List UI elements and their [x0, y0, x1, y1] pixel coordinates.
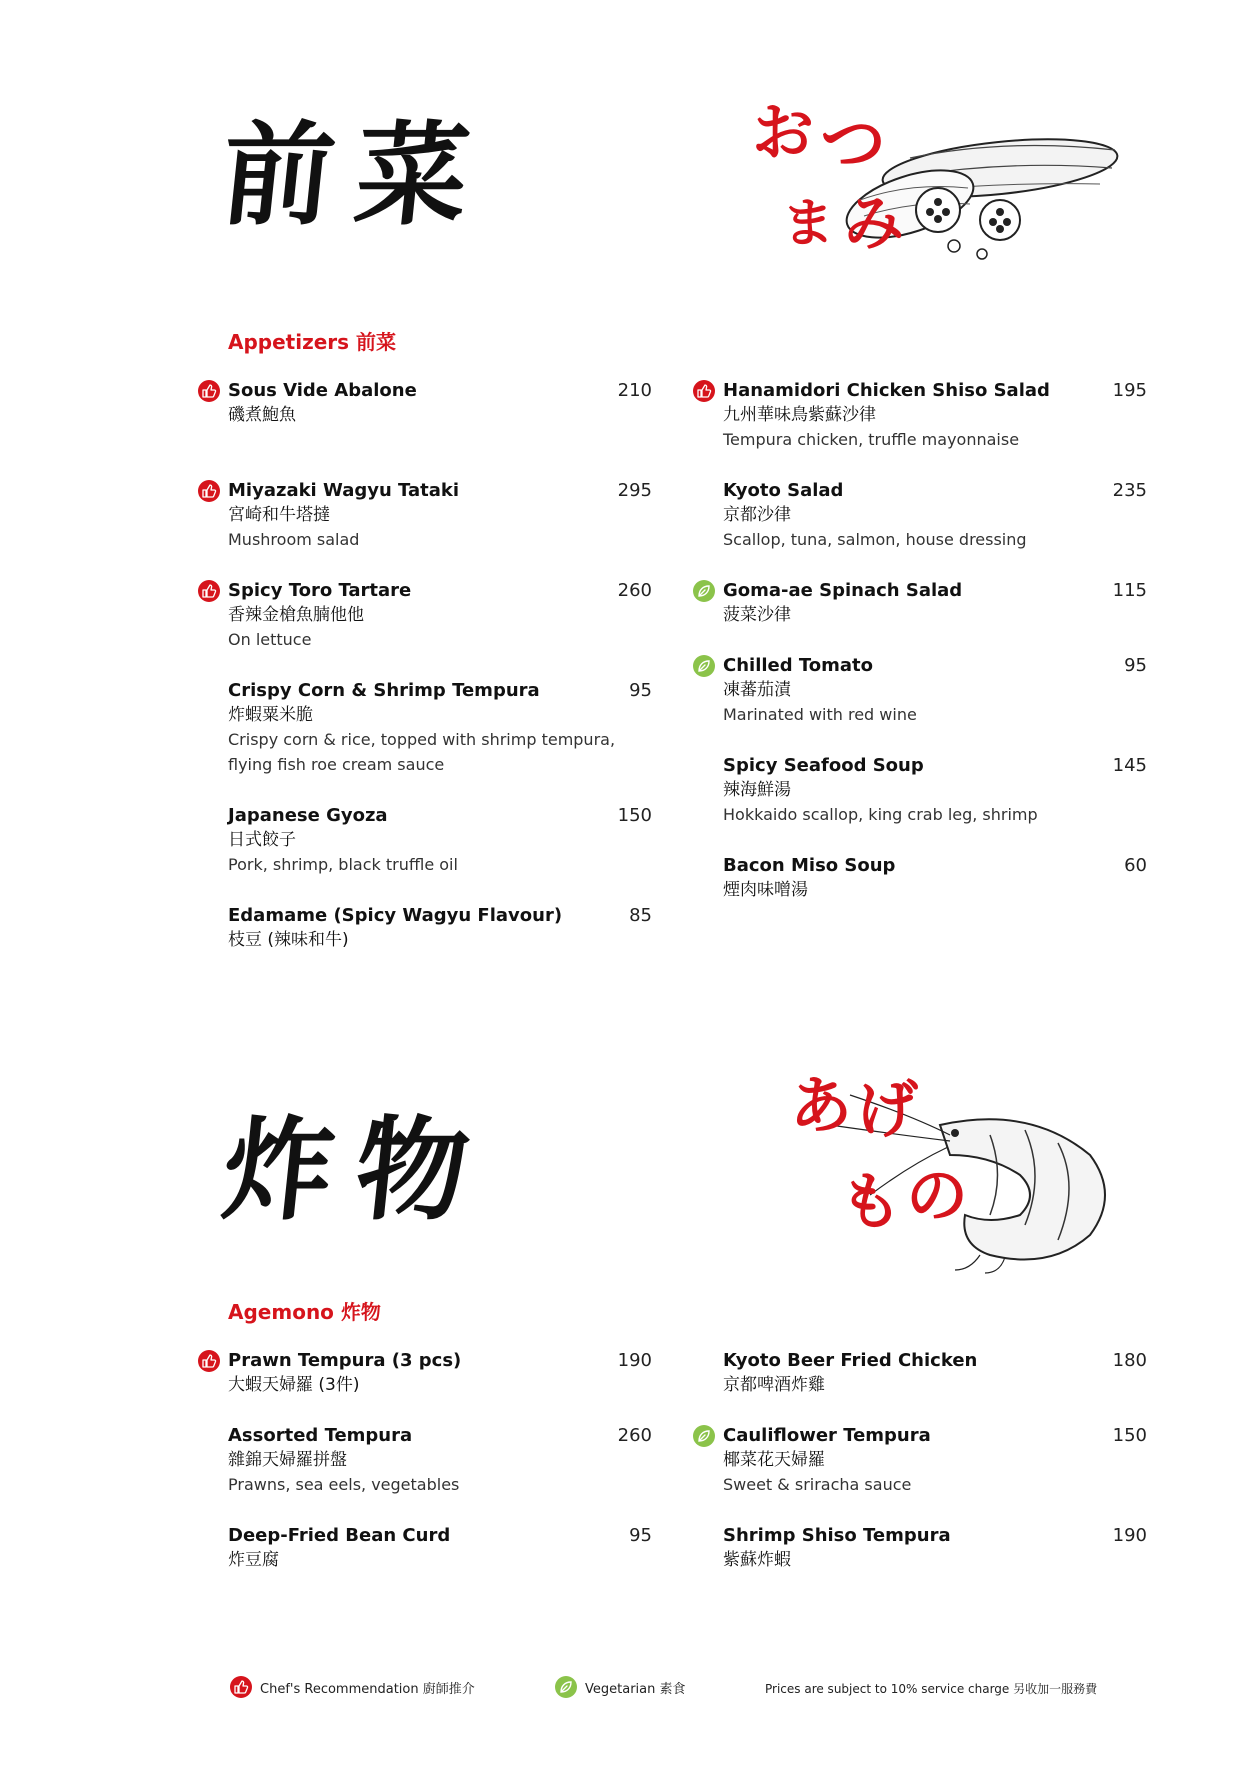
item-description: Marinated with red wine [723, 705, 917, 724]
item-name-chinese: 大蝦天婦羅 (3件) [228, 1375, 360, 1395]
vegetarian-leaf-icon [693, 1425, 715, 1447]
item-name-chinese: 京都啤酒炸雞 [723, 1375, 825, 1395]
deco-char-1: お [752, 96, 815, 169]
deco-char-1: あ [790, 1069, 853, 1142]
item-price: 95 [1124, 655, 1147, 676]
menu-item [228, 904, 652, 952]
menu-item [723, 654, 1147, 727]
item-name: Deep-Fried Bean Curd [228, 1525, 451, 1546]
item-price: 95 [629, 1525, 652, 1546]
menu-item [228, 579, 652, 652]
item-price: 145 [1112, 755, 1147, 776]
item-name-chinese: 宮崎和牛塔撻 [228, 505, 330, 525]
item-price: 210 [617, 380, 652, 401]
menu-item [723, 579, 1147, 627]
menu-item [228, 1424, 652, 1497]
item-description: On lettuce [228, 630, 312, 649]
item-name: Crispy Corn & Shrimp Tempura [228, 680, 540, 701]
item-name: Chilled Tomato [723, 655, 874, 676]
vegetarian-leaf-icon [693, 580, 715, 602]
item-name-chinese: 椰菜花天婦羅 [723, 1450, 825, 1470]
item-description: Sweet & sriracha sauce [723, 1475, 912, 1494]
vegetarian-leaf-icon [555, 1676, 577, 1698]
menu-item [228, 1524, 652, 1572]
item-name-chinese: 煙肉味噌湯 [723, 880, 808, 900]
vegetarian-leaf-icon [693, 655, 715, 677]
menu-item [228, 1349, 652, 1397]
item-name: Prawn Tempura (3 pcs) [228, 1350, 462, 1371]
item-name: Sous Vide Abalone [228, 380, 417, 401]
menu-item [723, 754, 1147, 827]
item-name: Kyoto Beer Fried Chicken [723, 1350, 978, 1371]
item-name-chinese: 炸豆腐 [228, 1550, 279, 1570]
item-price: 180 [1112, 1350, 1147, 1371]
item-name-chinese: 炸蝦粟米脆 [228, 705, 313, 725]
item-price: 190 [1112, 1525, 1147, 1546]
item-price: 190 [617, 1350, 652, 1371]
item-price: 95 [629, 680, 652, 701]
chef-recommendation-icon [198, 580, 220, 602]
item-name: Goma-ae Spinach Salad [723, 580, 963, 601]
item-price: 150 [617, 805, 652, 826]
item-name-chinese: 枝豆 (辣味和牛) [228, 930, 349, 950]
menu-item [228, 679, 652, 777]
deco-char-4: の [906, 1159, 969, 1232]
deco-char-3: ま [782, 193, 835, 254]
item-price: 295 [617, 480, 652, 501]
item-name: Japanese Gyoza [228, 805, 388, 826]
item-name: Assorted Tempura [228, 1425, 413, 1446]
item-name: Miyazaki Wagyu Tataki [228, 480, 460, 501]
item-name-chinese: 九州華味鳥紫蘇沙律 [723, 405, 876, 425]
chef-recommendation-icon [198, 380, 220, 402]
item-name: Shrimp Shiso Tempura [723, 1525, 951, 1546]
deco-char-4: み [844, 189, 904, 259]
item-name-chinese: 菠菜沙律 [723, 605, 791, 625]
item-description: Scallop, tuna, salmon, house dressing [723, 530, 1027, 549]
item-description: flying fish roe cream sauce [228, 755, 445, 774]
item-name-chinese: 香辣金槍魚腩他他 [228, 605, 364, 625]
appetizers-heading-cjk: 前菜 [215, 110, 497, 241]
item-price: 85 [629, 905, 652, 926]
item-description: Prawns, sea eels, vegetables [228, 1475, 460, 1494]
menu-item [723, 1524, 1147, 1572]
item-price: 260 [617, 580, 652, 601]
appetizers-title: Appetizers 前菜 [228, 330, 397, 354]
menu-item [228, 804, 652, 877]
deco-char-2: げ [856, 1073, 919, 1146]
menu-item [228, 379, 652, 427]
agemono-title: Agemono 炸物 [228, 1300, 381, 1324]
item-price: 150 [1112, 1425, 1147, 1446]
item-name-chinese: 京都沙律 [723, 505, 791, 525]
item-name: Kyoto Salad [723, 480, 844, 501]
agemono-heading-cjk: 炸物 [215, 1105, 497, 1236]
item-description: Tempura chicken, truffle mayonnaise [723, 430, 1020, 449]
menu-item [723, 379, 1147, 452]
service-charge-text: Prices are subject to 10% service charge 另收加一服務費 [765, 1682, 1098, 1696]
menu-item [723, 479, 1147, 552]
item-description: Hokkaido scallop, king crab leg, shrimp [723, 805, 1038, 824]
chef-recommendation-icon [693, 380, 715, 402]
item-price: 260 [617, 1425, 652, 1446]
item-description: Crispy corn & rice, topped with shrimp tempura, [228, 730, 616, 749]
item-description: Pork, shrimp, black truffle oil [228, 855, 458, 874]
legend-vegetarian-label: Vegetarian 素食 [585, 1681, 686, 1697]
item-name: Bacon Miso Soup [723, 855, 896, 876]
item-price: 235 [1112, 480, 1147, 501]
menu-item [228, 479, 652, 552]
item-name: Spicy Seafood Soup [723, 755, 924, 776]
item-name-chinese: 磯煮鮑魚 [228, 405, 296, 425]
otsumami-illustration [752, 96, 1140, 278]
chef-recommendation-icon [198, 480, 220, 502]
legend-vegetarian [555, 1676, 686, 1698]
item-name-chinese: 辣海鮮湯 [723, 780, 791, 800]
item-price: 195 [1112, 380, 1147, 401]
item-name-chinese: 紫蘇炸蝦 [723, 1550, 791, 1570]
item-name: Edamame (Spicy Wagyu Flavour) [228, 905, 563, 926]
item-name: Cauliflower Tempura [723, 1425, 931, 1446]
menu-item [723, 1424, 1147, 1497]
menu-item [723, 854, 1147, 902]
item-name-chinese: 日式餃子 [228, 830, 296, 850]
item-name-chinese: 雜錦天婦羅拼盤 [228, 1450, 347, 1470]
legend-chef [230, 1676, 475, 1698]
chef-recommendation-icon [230, 1676, 252, 1698]
deco-char-2: つ [820, 104, 886, 182]
item-price: 115 [1112, 580, 1147, 601]
item-description: Mushroom salad [228, 530, 360, 549]
item-name: Hanamidori Chicken Shiso Salad [723, 380, 1050, 401]
deco-char-3: も [840, 1165, 903, 1238]
legend-chef-label: Chef's Recommendation 廚師推介 [260, 1681, 475, 1697]
service-charge-note [765, 1680, 1097, 1697]
item-name-chinese: 凍蕃茄漬 [723, 680, 791, 700]
menu-item [723, 1349, 1147, 1397]
item-price: 60 [1124, 855, 1147, 876]
agemono-illustration [790, 1069, 1140, 1275]
chef-recommendation-icon [198, 1350, 220, 1372]
item-name: Spicy Toro Tartare [228, 580, 412, 601]
